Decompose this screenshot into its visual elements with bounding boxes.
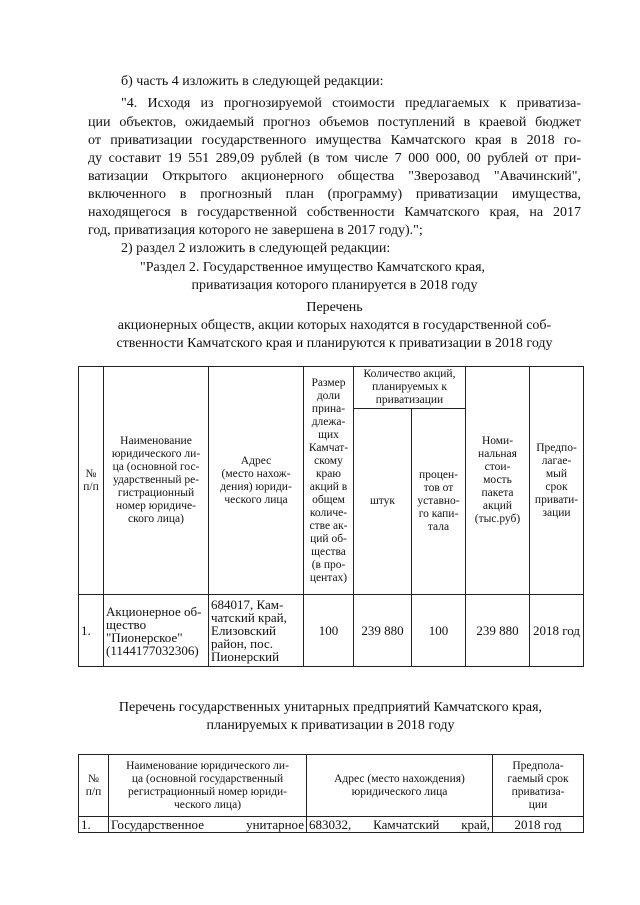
para-2: 2) раздел 2 изложить в следующей редакции: (121, 241, 391, 256)
table-row (79, 817, 584, 833)
cell-address: 684017, Кам- чатский край, Елизовский район, пос. Пионерский (209, 595, 304, 667)
p4-line-3: от приватизации государственного имущества Камчатского края в 2018 го- (88, 133, 581, 148)
header-term: Предпо- лагае- мый срок привати- зации (530, 367, 584, 595)
list1-title: Перечень (306, 300, 363, 315)
header-quantity: Количество акций, планируемых к приватизации (354, 367, 466, 409)
header-address: Адрес (место нахож- дения) юриди- ческого лица (209, 367, 304, 595)
cell-pieces: 239 880 (354, 595, 412, 667)
cell-nominal-value: 239 880 (466, 595, 530, 667)
cell-term: 2018 год (493, 817, 584, 833)
header-num: № п/п (79, 367, 104, 595)
p4-line-2: ции объектов, ожидаемый прогноз объемов поступлений в краевой бюджет (88, 115, 581, 130)
p4-line-7: находящегося в государственной собственности Камчатского края, на 2017 (88, 205, 581, 220)
para-b: б) часть 4 изложить в следующей редакции: (121, 74, 384, 89)
p4-line-6: включенного в прогнозный план (программу) приватизации имущества, (88, 187, 581, 202)
section-title-2: приватизация которого планируется в 2018 году (191, 278, 478, 293)
header-share: Размер доли прина- длежа- щих Камчат- скому краю акций в общем количе- стве ак- ций об- щества (в про- центах) (304, 367, 354, 595)
header-nominal-value: Номи- нальная стои- мость пакета акций (тыс.руб) (466, 367, 530, 595)
section-title-1: "Раздел 2. Государственное имущество Камчатского края, (140, 260, 486, 275)
cell-term: 2018 год (530, 595, 584, 667)
header-term: Предпола- гаемый срок приватиза- ции (493, 755, 584, 817)
cell-percent: 100 (412, 595, 466, 667)
header-num: № п/п (79, 755, 109, 817)
cell-num: 1. (79, 595, 104, 667)
header-address: Адрес (место нахождения) юридического лица (307, 755, 493, 817)
list2-title-2: планируемых к приватизации в 2018 году (206, 718, 455, 733)
p4-line-5: ватизации Открытого акционерного общества "Зверозавод "Авачинский", (88, 169, 581, 184)
list2-title-1: Перечень государственных унитарных предприятий Камчатского края, (118, 700, 543, 715)
list1-subtitle-2: ственности Камчатского края и планируются к приватизации в 2018 году (116, 336, 553, 351)
p4-line-1: "4. Исходя из прогнозируемой стоимости предлагаемых к приватиза- (121, 96, 581, 111)
cell-num: 1. (79, 817, 109, 833)
list1-subtitle-1: акционерных обществ, акции которых находятся в государственной соб- (117, 318, 552, 333)
header-name: Наименование юридического ли- ца (основной гос- ударственный ре- гистрационный номер юридиче- ского лица) (104, 367, 209, 595)
cell-name: Государственное унитарное (109, 817, 307, 833)
unitary-enterprises-table (78, 754, 584, 833)
p4-line-4: ду составит 19 551 289,09 рублей (в том числе 7 000 000, 00 рублей от при- (88, 151, 581, 166)
cell-share: 100 (304, 595, 354, 667)
cell-name: Акционерное об- щество "Пионерское" (1144177032306) (104, 595, 209, 667)
cell-address: 683032, Камчатский край, (307, 817, 493, 833)
header-pieces: штук (354, 409, 412, 595)
header-name: Наименование юридического ли- ца (основной государственный регистрационный номер юриди- ческого лица) (109, 755, 307, 817)
table-row (79, 595, 584, 667)
header-percent: процен- тов от уставно- го капи- тала (412, 409, 466, 595)
joint-stock-companies-table (78, 366, 584, 667)
p4-line-8: год, приватизация которого не завершена в 2017 году)."; (88, 223, 423, 238)
